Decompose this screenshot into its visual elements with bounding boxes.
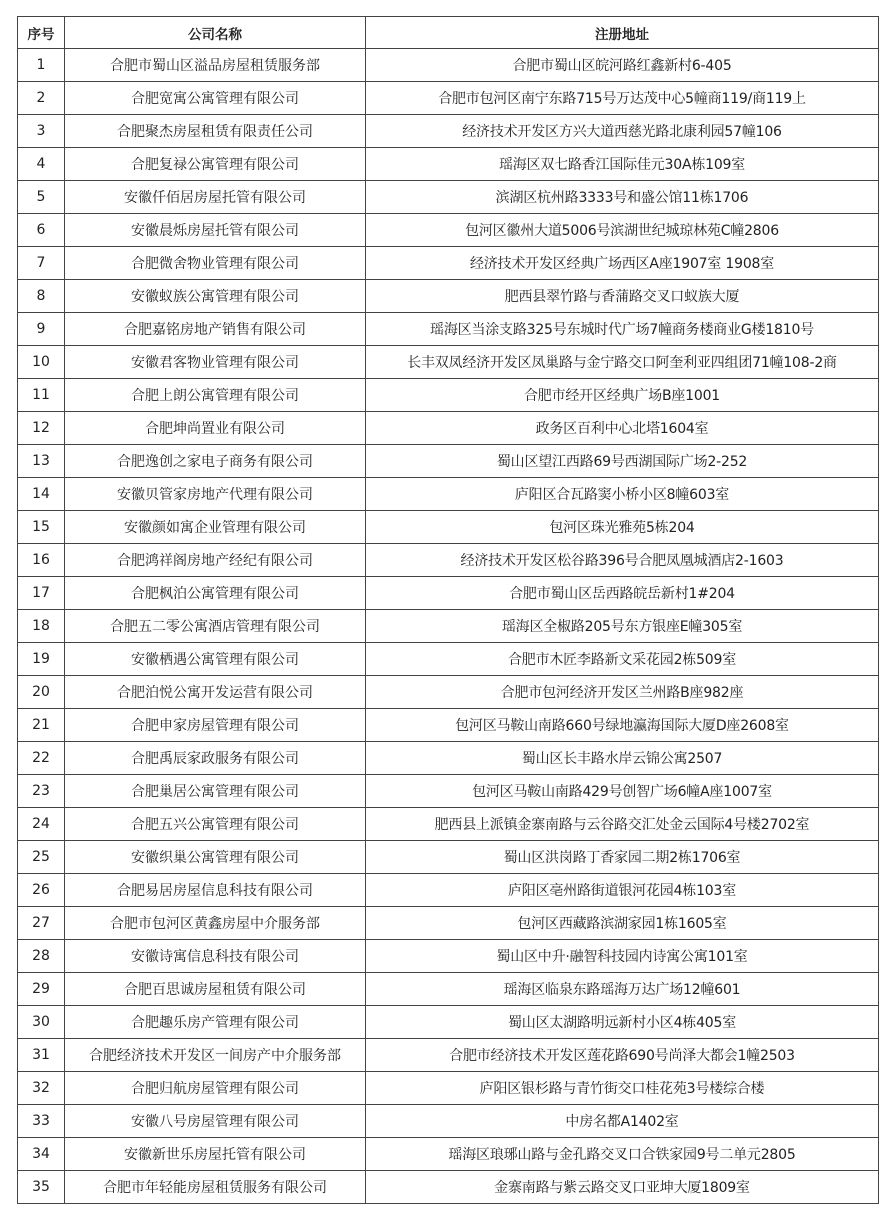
row-index: 22 [18,742,65,775]
table-row [18,610,879,643]
table-row [18,280,879,313]
row-index: 2 [18,82,65,115]
address-cell: 经济技术开发区方兴大道西慈光路北康利园57幢106 [366,115,879,148]
row-index: 30 [18,1006,65,1039]
address-cell: 瑶海区临泉东路瑶海万达广场12幢601 [366,973,879,1006]
table-row [18,973,879,1006]
row-index: 16 [18,544,65,577]
row-index: 24 [18,808,65,841]
address-cell: 经济技术开发区经典广场西区A座1907室 1908室 [366,247,879,280]
table-row [18,1171,879,1204]
company-name-cell: 合肥经济技术开发区一间房产中介服务部 [65,1039,366,1072]
row-index: 10 [18,346,65,379]
row-index: 17 [18,577,65,610]
address-cell: 蜀山区中升·融智科技园内诗寓公寓101室 [366,940,879,973]
address-cell: 庐阳区合瓦路窦小桥小区8幢603室 [366,478,879,511]
row-index: 6 [18,214,65,247]
row-index: 34 [18,1138,65,1171]
address-cell: 合肥市包河经济开发区兰州路B座982座 [366,676,879,709]
row-index: 11 [18,379,65,412]
row-index: 20 [18,676,65,709]
address-cell: 金寨南路与紫云路交叉口亚坤大厦1809室 [366,1171,879,1204]
table-row [18,742,879,775]
table-row [18,1039,879,1072]
company-name-cell: 安徽颜如寓企业管理有限公司 [65,511,366,544]
address-cell: 长丰双凤经济开发区凤巢路与金宁路交口阿奎利亚四组团71幢108-2商 [366,346,879,379]
table-row [18,82,879,115]
row-index: 29 [18,973,65,1006]
row-index: 13 [18,445,65,478]
company-name-cell: 合肥归航房屋管理有限公司 [65,1072,366,1105]
company-name-cell: 合肥禹辰家政服务有限公司 [65,742,366,775]
company-name-cell: 合肥百思诚房屋租赁有限公司 [65,973,366,1006]
address-cell: 包河区西藏路滨湖家园1栋1605室 [366,907,879,940]
table-row [18,313,879,346]
address-cell: 合肥市经济技术开发区莲花路690号尚泽大都会1幢2503 [366,1039,879,1072]
row-index: 18 [18,610,65,643]
company-name-cell: 合肥趣乐房产管理有限公司 [65,1006,366,1039]
company-name-cell: 合肥上朗公寓管理有限公司 [65,379,366,412]
row-index: 27 [18,907,65,940]
table-row [18,709,879,742]
address-cell: 合肥市经开区经典广场B座1001 [366,379,879,412]
company-name-cell: 合肥市年轻能房屋租赁服务有限公司 [65,1171,366,1204]
table-body [18,49,879,1204]
table-row [18,676,879,709]
address-cell: 包河区珠光雅苑5栋204 [366,511,879,544]
table-row [18,115,879,148]
row-index: 32 [18,1072,65,1105]
table-row [18,1006,879,1039]
company-name-cell: 安徽织巢公寓管理有限公司 [65,841,366,874]
row-index: 31 [18,1039,65,1072]
table-row [18,511,879,544]
address-cell: 蜀山区长丰路水岸云锦公寓2507 [366,742,879,775]
address-cell: 肥西县翠竹路与香蒲路交叉口蚁族大厦 [366,280,879,313]
company-name-cell: 合肥五兴公寓管理有限公司 [65,808,366,841]
company-name-cell: 安徽蚁族公寓管理有限公司 [65,280,366,313]
address-cell: 合肥市木匠李路新文采花园2栋509室 [366,643,879,676]
row-index: 19 [18,643,65,676]
table-row [18,544,879,577]
table-row [18,181,879,214]
table-row [18,379,879,412]
address-cell: 肥西县上派镇金寨南路与云谷路交汇处金云国际4号楼2702室 [366,808,879,841]
address-cell: 瑶海区全椒路205号东方银座E幢305室 [366,610,879,643]
address-cell: 蜀山区望江西路69号西湖国际广场2-252 [366,445,879,478]
row-index: 9 [18,313,65,346]
table-row [18,445,879,478]
row-index: 33 [18,1105,65,1138]
table-row [18,412,879,445]
row-index: 23 [18,775,65,808]
company-name-cell: 安徽晨烁房屋托管有限公司 [65,214,366,247]
row-index: 35 [18,1171,65,1204]
company-name-cell: 合肥嘉铭房地产销售有限公司 [65,313,366,346]
company-name-cell: 合肥宽寓公寓管理有限公司 [65,82,366,115]
company-name-cell: 合肥巢居公寓管理有限公司 [65,775,366,808]
address-cell: 合肥市蜀山区皖河路红鑫新村6-405 [366,49,879,82]
table-row [18,808,879,841]
address-cell: 滨湖区杭州路3333号和盛公馆11栋1706 [366,181,879,214]
row-index: 21 [18,709,65,742]
header-company-name: 公司名称 [65,17,366,49]
company-name-cell: 合肥复禄公寓管理有限公司 [65,148,366,181]
company-name-cell: 合肥坤尚置业有限公司 [65,412,366,445]
header-index: 序号 [18,17,65,49]
address-cell: 中房名都A1402室 [366,1105,879,1138]
row-index: 1 [18,49,65,82]
row-index: 7 [18,247,65,280]
company-name-cell: 合肥鸿祥阁房地产经纪有限公司 [65,544,366,577]
address-cell: 包河区马鞍山南路429号创智广场6幢A座1007室 [366,775,879,808]
table-row [18,49,879,82]
table-row [18,577,879,610]
address-cell: 庐阳区银杉路与青竹街交口桂花苑3号楼综合楼 [366,1072,879,1105]
row-index: 14 [18,478,65,511]
company-name-cell: 安徽贝管家房地产代理有限公司 [65,478,366,511]
table-header-row [18,17,879,49]
row-index: 8 [18,280,65,313]
company-name-cell: 合肥五二零公寓酒店管理有限公司 [65,610,366,643]
address-cell: 包河区徽州大道5006号滨湖世纪城琼林苑C幢2806 [366,214,879,247]
header-address: 注册地址 [366,17,879,49]
company-name-cell: 合肥申家房屋管理有限公司 [65,709,366,742]
company-name-cell: 合肥易居房屋信息科技有限公司 [65,874,366,907]
company-name-cell: 合肥微舍物业管理有限公司 [65,247,366,280]
table-row [18,907,879,940]
company-name-cell: 合肥市包河区黄鑫房屋中介服务部 [65,907,366,940]
row-index: 4 [18,148,65,181]
address-cell: 瑶海区双七路香江国际佳元30A栋109室 [366,148,879,181]
row-index: 25 [18,841,65,874]
address-cell: 庐阳区亳州路街道银河花园4栋103室 [366,874,879,907]
address-cell: 瑶海区琅琊山路与金孔路交叉口合铁家园9号二单元2805 [366,1138,879,1171]
table-row [18,478,879,511]
address-cell: 蜀山区洪岗路丁香家园二期2栋1706室 [366,841,879,874]
table-row [18,1072,879,1105]
company-name-cell: 安徽仟佰居房屋托管有限公司 [65,181,366,214]
table-row [18,1105,879,1138]
company-name-cell: 合肥市蜀山区溢品房屋租赁服务部 [65,49,366,82]
row-index: 26 [18,874,65,907]
address-cell: 合肥市蜀山区岳西路皖岳新村1#204 [366,577,879,610]
address-cell: 合肥市包河区南宁东路715号万达茂中心5幢商119/商119上 [366,82,879,115]
row-index: 5 [18,181,65,214]
row-index: 28 [18,940,65,973]
company-name-cell: 安徽栖遇公寓管理有限公司 [65,643,366,676]
company-name-cell: 安徽诗寓信息科技有限公司 [65,940,366,973]
address-cell: 包河区马鞍山南路660号绿地瀛海国际大厦D座2608室 [366,709,879,742]
company-table [17,16,879,1204]
address-cell: 瑶海区当涂支路325号东城时代广场7幢商务楼商业G楼1810号 [366,313,879,346]
table-row [18,1138,879,1171]
address-cell: 蜀山区太湖路明远新村小区4栋405室 [366,1006,879,1039]
company-name-cell: 安徽君客物业管理有限公司 [65,346,366,379]
table-row [18,841,879,874]
row-index: 15 [18,511,65,544]
table-row [18,643,879,676]
company-name-cell: 合肥聚杰房屋租赁有限责任公司 [65,115,366,148]
row-index: 3 [18,115,65,148]
table-row [18,247,879,280]
company-name-cell: 安徽八号房屋管理有限公司 [65,1105,366,1138]
company-name-cell: 合肥泊悦公寓开发运营有限公司 [65,676,366,709]
company-name-cell: 合肥逸创之家电子商务有限公司 [65,445,366,478]
table-row [18,214,879,247]
table-row [18,346,879,379]
address-cell: 政务区百利中心北塔1604室 [366,412,879,445]
table-row [18,148,879,181]
row-index: 12 [18,412,65,445]
table-row [18,940,879,973]
company-name-cell: 合肥枫泊公寓管理有限公司 [65,577,366,610]
table-row [18,775,879,808]
address-cell: 经济技术开发区松谷路396号合肥凤凰城酒店2-1603 [366,544,879,577]
document-page [17,16,879,1204]
table-row [18,874,879,907]
company-name-cell: 安徽新世乐房屋托管有限公司 [65,1138,366,1171]
